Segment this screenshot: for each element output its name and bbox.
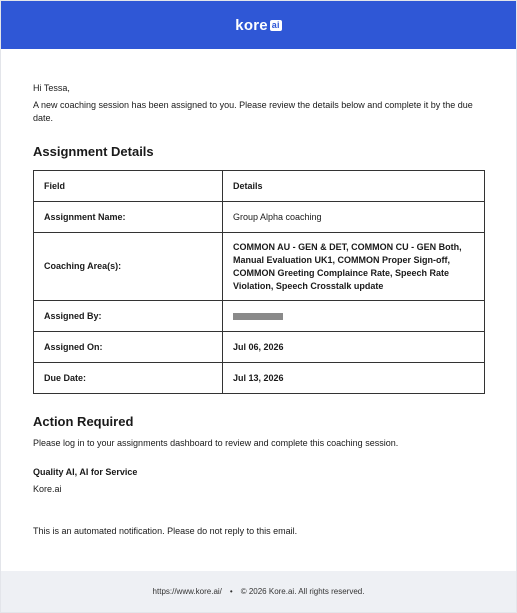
header-field: Field [34,171,223,202]
assignment-details-heading: Assignment Details [33,144,154,159]
footer-copyright: © 2026 Kore.ai. All rights reserved. [240,587,365,596]
footer-separator: • [229,587,233,596]
row-label: Coaching Area(s): [34,233,223,301]
signature-name: Quality AI, AI for Service [33,467,138,477]
kore-logo [235,17,281,34]
assignment-details-table [33,170,485,394]
automated-notice: This is an automated notification. Please do not reply to this email. [33,526,298,536]
table-row [34,301,485,332]
table-row [34,202,485,233]
email-header [1,1,516,49]
action-required-heading: Action Required [33,414,134,429]
row-value: Jul 06, 2026 [223,332,485,363]
signature [33,466,484,496]
row-value: Jul 13, 2026 [223,363,485,394]
logo-badge: ai [271,19,280,30]
row-value: COMMON AU - GEN & DET, COMMON CU - GEN Both, Manual Evaluation UK1, COMMON Proper Sign-off, COMMON Greeting Complaince Rate, Speech Rate Violation, Speech Crosstalk update [223,233,485,301]
row-label: Assigned By: [34,301,223,332]
email-body [1,82,516,538]
row-label: Due Date: [34,363,223,394]
row-label: Assignment Name: [34,202,223,233]
row-value: Group Alpha coaching [223,202,485,233]
table-header-row [34,171,485,202]
table-row [34,363,485,394]
header-details: Details [223,171,485,202]
email-footer [1,571,516,612]
footer-link[interactable]: https://www.kore.ai/ [152,587,222,596]
table-row [34,332,485,363]
redacted-name [233,313,283,320]
logo-text: kore [235,16,268,34]
table-row [34,233,485,301]
intro-text: A new coaching session has been assigned to you. Please review the details below and complete it by the due date. [33,100,473,123]
greeting: Hi Tessa, [33,83,70,93]
signature-company: Kore.ai [33,484,62,494]
action-text: Please log in to your assignments dashboard to review and complete this coaching session. [33,438,399,448]
row-label: Assigned On: [34,332,223,363]
row-value [223,301,485,332]
